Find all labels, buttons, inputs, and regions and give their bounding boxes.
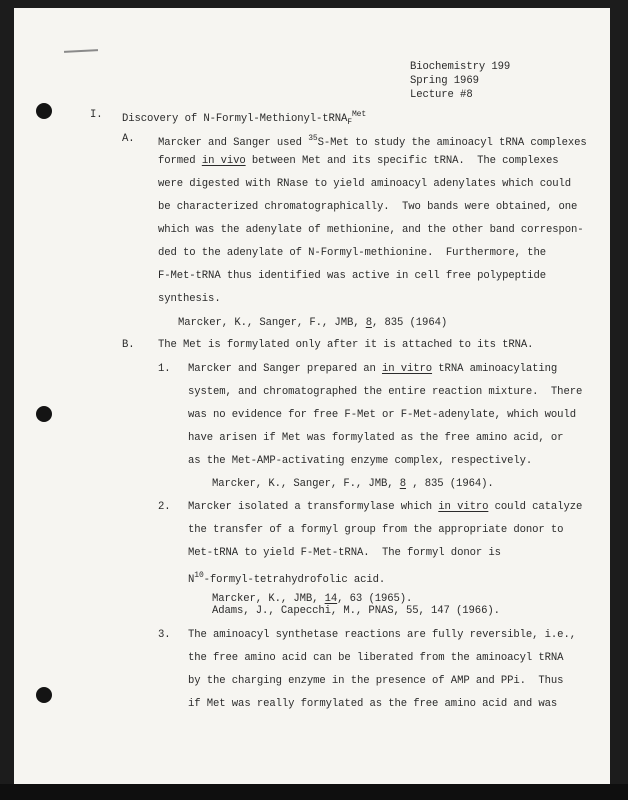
binder-hole <box>36 406 52 422</box>
item-a-line: formed in vivo between Met and its specific tRNA. The complexes <box>158 155 559 167</box>
pencil-mark <box>64 49 98 52</box>
header-term: Spring 1969 <box>410 75 479 87</box>
binder-hole <box>36 687 52 703</box>
item-a-line: Marcker and Sanger used $^{35}$S-Met to study the aminoacyl tRNA complexes <box>158 134 587 149</box>
subitem-1-line: system, and chromatographed the entire reaction mixture. There <box>188 386 583 398</box>
subitem-3-line: The aminoacyl synthetase reactions are fully reversible, i.e., <box>188 629 576 641</box>
subitem-2-line: Met-tRNA to yield F-Met-tRNA. The formyl donor is <box>188 547 501 559</box>
subitem-2-number: 2. <box>158 501 171 513</box>
subitem-2-line: Marcker isolated a transformylase which in vitro could catalyze <box>188 501 583 513</box>
item-a-line: be characterized chromatographically. Two bands were obtained, one <box>158 201 578 213</box>
header-course: Biochemistry 199 <box>410 61 511 73</box>
subitem-2-reference: Adams, J., Capecchi, M., PNAS, 55, 147 (1966). <box>212 605 500 617</box>
item-b-text: The Met is formylated only after it is attached to its tRNA. <box>158 339 534 351</box>
item-a-line: ded to the adenylate of N-Formyl-methionine. Furthermore, the <box>158 247 546 259</box>
document-page <box>14 8 610 784</box>
section-number: I. <box>90 109 103 121</box>
binder-hole <box>36 103 52 119</box>
item-a-line: synthesis. <box>158 293 221 305</box>
subitem-1-line: Marcker and Sanger prepared an in vitro tRNA aminoacylating <box>188 363 558 375</box>
subitem-3-number: 3. <box>158 629 171 641</box>
header-lecture: Lecture #8 <box>410 89 473 101</box>
item-a-line: F-Met-tRNA thus identified was active in cell free polypeptide <box>158 270 546 282</box>
subitem-1-line: have arisen if Met was formylated as the free amino acid, or <box>188 432 564 444</box>
item-a-label: A. <box>122 133 135 145</box>
subitem-1-number: 1. <box>158 363 171 375</box>
bottom-background <box>0 784 628 800</box>
subitem-2-line: $N^{10}-formyl$-tetrahydrofolic acid. <box>188 571 386 586</box>
item-a-reference: Marcker, K., Sanger, F., JMB, 8, 835 (1964) <box>178 317 448 329</box>
subitem-3-line: if Met was really formylated as the free amino acid and was <box>188 698 558 710</box>
subitem-3-line: by the charging enzyme in the presence of AMP and PPi. Thus <box>188 675 564 687</box>
subitem-1-reference: Marcker, K., Sanger, F., JMB, 8 , 835 (1964). <box>212 478 494 490</box>
section-title: Discovery of N-Formyl-Methionyl-tRNA$_F^{Met}$ <box>122 110 367 127</box>
item-a-line: which was the adenylate of methionine, and the other band correspon- <box>158 224 584 236</box>
subitem-1-line: was no evidence for free F-Met or F-Met-adenylate, which would <box>188 409 576 421</box>
subitem-2-line: the transfer of a formyl group from the appropriate donor to <box>188 524 564 536</box>
subitem-1-line: as the Met-AMP-activating enzyme complex, respectively. <box>188 455 533 467</box>
item-a-line: were digested with RNase to yield aminoacyl adenylates which could <box>158 178 571 190</box>
subitem-2-reference: Marcker, K., JMB, 14, 63 (1965). <box>212 593 413 605</box>
subitem-3-line: the free amino acid can be liberated from the aminoacyl tRNA <box>188 652 564 664</box>
item-b-label: B. <box>122 339 135 351</box>
